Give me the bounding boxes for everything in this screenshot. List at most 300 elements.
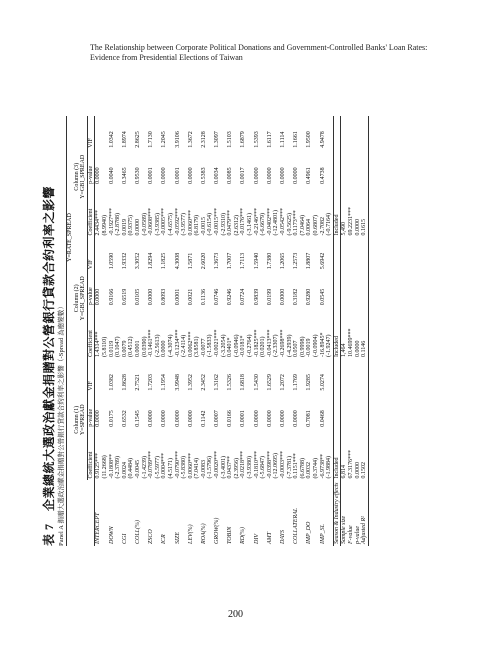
p-value-cell: 0.0166 bbox=[227, 410, 234, 427]
row-label: IMP_SL bbox=[319, 524, 326, 544]
coefficient-cell bbox=[280, 186, 293, 238]
t-statistic: (-3.9380) bbox=[247, 456, 254, 479]
t-statistic: (-1.5796) bbox=[207, 456, 214, 479]
table-row bbox=[254, 116, 267, 546]
coefficient: -0.1810*** bbox=[253, 451, 260, 479]
table-row bbox=[175, 116, 188, 546]
p-value-cell: 0.9530 bbox=[134, 167, 141, 184]
vif-cell: 1.9500 bbox=[306, 131, 313, 148]
footer-row-sample-size bbox=[341, 116, 348, 546]
vif-cell: 1.6879 bbox=[240, 131, 247, 148]
coefficient-cell bbox=[122, 186, 135, 238]
coefficient: -0.0021*** bbox=[214, 329, 221, 358]
coefficient-cell bbox=[201, 186, 214, 238]
coefficient: -0.0003*** bbox=[280, 451, 286, 479]
p-value-cell: 0.0000 bbox=[148, 410, 155, 427]
p-value-cell: 0.0746 bbox=[214, 288, 221, 306]
t-statistic: (-3.4001) bbox=[220, 456, 227, 479]
coefficient: 1.4314*** bbox=[95, 331, 102, 358]
subheader-cell: VIF bbox=[87, 359, 95, 393]
coefficient-cell bbox=[214, 186, 227, 238]
vif-cell: 1.3673 bbox=[214, 252, 221, 270]
coefficient-cell bbox=[254, 307, 267, 359]
vif-cell: 5.0274 bbox=[319, 374, 326, 391]
coefficient-cell bbox=[227, 186, 240, 238]
t-statistic: (-5.6847) bbox=[260, 456, 267, 479]
coefficient: -0.0398*** bbox=[266, 451, 273, 479]
t-statistic: (-0.2764) bbox=[247, 334, 254, 358]
coefficient-cell bbox=[306, 186, 319, 238]
coefficient: 0.0507 bbox=[293, 340, 300, 358]
coefficient-cell bbox=[306, 429, 319, 481]
footer-label: F-value bbox=[347, 525, 354, 544]
coefficient-cell bbox=[95, 429, 109, 481]
vif-cell: 1.3162 bbox=[214, 374, 221, 391]
coefficient: 0.0024 bbox=[121, 462, 128, 479]
table-row bbox=[280, 116, 293, 546]
footer-label: p-value bbox=[354, 526, 361, 544]
table-row bbox=[161, 116, 174, 546]
t-statistic: (0.0390) bbox=[141, 336, 148, 358]
row-label: TOBIN bbox=[227, 526, 234, 544]
vif-cell: 1.3672 bbox=[187, 131, 194, 148]
t-statistic: (-0.0904) bbox=[312, 334, 319, 358]
t-statistic: (-7.3781) bbox=[286, 456, 293, 479]
vif-cell: 1.2072 bbox=[280, 374, 286, 391]
vif-cell: 1.7130 bbox=[148, 131, 155, 148]
t-statistic: (-4.3074) bbox=[167, 334, 174, 358]
row-label: ICR bbox=[161, 534, 168, 544]
t-statistic: (-12.4801) bbox=[273, 210, 280, 236]
vif-cell: 1.5871 bbox=[187, 252, 194, 270]
vif-cell: 1.8974 bbox=[121, 131, 128, 148]
coefficient-cell bbox=[95, 186, 109, 238]
t-statistic: (6.6788) bbox=[299, 458, 306, 479]
coefficient-cell bbox=[135, 186, 148, 238]
regression-table bbox=[66, 116, 369, 546]
footer-value: Included bbox=[333, 116, 341, 238]
vif-cell: 1.2573 bbox=[293, 252, 300, 270]
row-label: ROA(%) bbox=[200, 523, 207, 544]
p-value-cell: 0.0000 bbox=[280, 288, 286, 306]
coefficient: 2.4434*** bbox=[95, 210, 102, 236]
t-statistic: (-6.6679) bbox=[260, 213, 267, 236]
t-statistic: (-3.9577) bbox=[181, 213, 188, 236]
p-value-cell: 0.0040 bbox=[108, 167, 115, 184]
vif-cell: 1.8628 bbox=[121, 374, 128, 391]
footer-value: 5,490 bbox=[341, 116, 348, 238]
coefficient-cell bbox=[109, 429, 122, 481]
vif-cell: 1.1114 bbox=[280, 131, 286, 148]
p-value-cell: 0.0000 bbox=[253, 167, 260, 184]
p-value-cell: 0.3465 bbox=[121, 167, 128, 184]
t-statistic: (8.9940) bbox=[101, 215, 108, 236]
t-statistic: (-2.9310) bbox=[220, 213, 227, 236]
coefficient-cell bbox=[188, 307, 201, 359]
vif-cell: 1.5940 bbox=[253, 252, 260, 270]
coefficient-cell bbox=[227, 429, 240, 481]
dependent-variable: Y=GBI_SPREAD bbox=[80, 238, 87, 359]
vif-cell: 1.7113 bbox=[240, 252, 247, 270]
column-name: Column (3) bbox=[73, 162, 80, 191]
coefficient: 0.0060*** bbox=[187, 210, 194, 236]
table-row bbox=[122, 116, 135, 546]
subheader-cell: Coefficient bbox=[87, 186, 95, 238]
p-value-cell: 0.9246 bbox=[227, 288, 234, 306]
coefficient: -0.0019 bbox=[306, 338, 313, 358]
footer-row-p-value bbox=[355, 116, 362, 546]
p-value-cell: 0.0000 bbox=[293, 410, 300, 427]
coefficient: -0.0077 bbox=[200, 338, 207, 358]
vif-cell: 1.7203 bbox=[148, 374, 155, 391]
coefficient-cell bbox=[320, 307, 334, 359]
coefficient: 0.0004*** bbox=[161, 453, 168, 479]
p-value-cell: 0.3182 bbox=[293, 288, 300, 306]
footer-value: 67.3176*** bbox=[347, 450, 354, 479]
vif-cell: 1.7380 bbox=[266, 252, 273, 270]
vif-cell: 1.6117 bbox=[266, 131, 273, 148]
t-statistic: (-3.2054) bbox=[220, 334, 227, 358]
coefficient: -0.0402*** bbox=[266, 208, 273, 236]
row-label: COLLATERAL bbox=[293, 507, 300, 544]
p-value-cell: 0.0001 bbox=[174, 167, 181, 184]
corner-cell bbox=[80, 481, 87, 547]
subheader-cell: p-value bbox=[87, 150, 95, 186]
coefficient: 0.0401* bbox=[227, 337, 234, 358]
t-statistic: (-9.5625) bbox=[286, 213, 293, 236]
row-label: DAYS bbox=[280, 529, 286, 544]
footer-row-fixed-effects bbox=[333, 116, 341, 546]
footer-value: 0.0000 bbox=[354, 462, 361, 479]
footer-value: 0.1615 bbox=[361, 116, 368, 238]
dependent-variable: Y=GBI_SPREAD bbox=[80, 116, 87, 238]
p-value-cell: 0.0000 bbox=[95, 288, 102, 306]
vif-cell: 1.5430 bbox=[253, 374, 260, 391]
super-header-row bbox=[67, 116, 74, 546]
p-value-cell: 0.1142 bbox=[200, 410, 207, 427]
p-value-cell: 0.0468 bbox=[319, 410, 326, 427]
vif-cell: 1.6818 bbox=[240, 374, 247, 391]
vif-cell bbox=[95, 359, 109, 393]
subheader-cell: VIF bbox=[87, 116, 95, 150]
footer-row-adj-r2 bbox=[361, 116, 368, 546]
table-row bbox=[214, 116, 227, 546]
footer-value: 69.2231*** bbox=[347, 207, 354, 236]
p-value-cell: 0.0175 bbox=[108, 410, 115, 427]
coefficient-cell bbox=[254, 429, 267, 481]
table-row bbox=[148, 116, 161, 546]
table-panel-label: Panel A 捐贈大選政治獻金捐贈對公營銀行貸款合約利率之影響（-Spread 為應變數） bbox=[58, 302, 65, 546]
vif-cell: 1.7007 bbox=[227, 252, 234, 270]
coefficient-cell bbox=[135, 307, 148, 359]
row-label: CGI bbox=[121, 533, 128, 544]
subheader-cell: p-value bbox=[87, 271, 95, 307]
footer-value: 0.1502 bbox=[361, 359, 368, 480]
coefficient-cell bbox=[214, 429, 227, 481]
footer-label: Adjusted R² bbox=[361, 481, 368, 547]
coefficient-cell bbox=[320, 186, 334, 238]
coefficient-cell bbox=[148, 186, 161, 238]
footer-label: Sample size bbox=[341, 481, 348, 547]
t-statistic: (-3.9385) bbox=[154, 213, 161, 236]
coefficient: -0.0015*** bbox=[214, 208, 221, 236]
p-value-cell: 0.9839 bbox=[253, 288, 260, 306]
row-label: LEV(%) bbox=[187, 524, 194, 544]
vif-cell: 1.0382 bbox=[108, 374, 115, 391]
vif-cell: 4.9478 bbox=[319, 131, 326, 148]
vif-cell: 1.0342 bbox=[108, 131, 115, 148]
super-header: Y=RATE_SPREAD bbox=[67, 116, 74, 359]
table-row bbox=[306, 116, 319, 546]
coefficient: 0.1151*** bbox=[293, 453, 300, 479]
corner-cell bbox=[74, 481, 81, 547]
coefficient: -6.9738** bbox=[319, 454, 326, 479]
p-value-cell: 0.0000 bbox=[293, 167, 300, 184]
p-value-cell: 0.0000 bbox=[161, 410, 168, 427]
coefficient-cell bbox=[306, 307, 319, 359]
t-statistic: (2.6312) bbox=[233, 215, 240, 236]
t-statistic: (-2.3307) bbox=[273, 334, 280, 358]
header-line-1: The Relationship between Corporate Political Donations and Government-Controlled Banks' Loan Rates: bbox=[90, 43, 428, 52]
coefficient: 0.0032 bbox=[306, 462, 313, 479]
coefficient: 0.0079 bbox=[121, 340, 128, 358]
row-label: IMP_DO bbox=[306, 521, 313, 544]
coefficient: -0.0218*** bbox=[240, 451, 247, 479]
row-label: ZSCO bbox=[148, 529, 155, 544]
vif-cell: 1.0590 bbox=[108, 252, 115, 270]
p-value-cell: 0.0105 bbox=[134, 288, 141, 306]
vif-cell: 3.3052 bbox=[134, 252, 141, 270]
p-value-cell: 0.0034 bbox=[214, 167, 221, 184]
t-statistic: (0.4512) bbox=[128, 336, 135, 358]
vif-cell: 2.3128 bbox=[200, 131, 207, 148]
t-statistic: (0.0201) bbox=[260, 336, 267, 358]
row-label: INTERCEPT bbox=[95, 512, 102, 544]
vif-cell: 1.1769 bbox=[293, 374, 300, 391]
running-header bbox=[90, 43, 460, 62]
coefficient: -0.1461*** bbox=[148, 329, 155, 358]
footer-value: Included bbox=[333, 359, 341, 480]
page-number: 200 bbox=[228, 609, 243, 620]
column-name-row bbox=[74, 116, 81, 546]
vif-cell: 1.9332 bbox=[121, 252, 128, 270]
p-value-cell: 0.5383 bbox=[200, 167, 207, 184]
footer-value: Included bbox=[333, 238, 341, 359]
coefficient-cell bbox=[161, 307, 174, 359]
p-value-cell: 0.0000 bbox=[174, 410, 181, 427]
coefficient: -0.2146*** bbox=[253, 208, 260, 236]
t-statistic: (6.8179) bbox=[194, 215, 201, 236]
p-value-cell: 0.0001 bbox=[148, 167, 155, 184]
coefficient-cell bbox=[320, 429, 334, 481]
p-value-cell: 0.6519 bbox=[121, 288, 128, 306]
row-label: COLL(%) bbox=[134, 519, 141, 544]
coefficient: -0.0542*** bbox=[280, 208, 286, 236]
p-value-cell: 0.9280 bbox=[306, 288, 313, 306]
footer-value: 1,464 bbox=[341, 238, 348, 359]
p-value-cell: 0.0000 bbox=[280, 167, 286, 184]
subheader-cell: p-value bbox=[87, 393, 95, 429]
t-statistic: (-1.9247) bbox=[326, 334, 333, 358]
coefficient: -2.7082 bbox=[319, 217, 326, 236]
p-value-cell: 0.0199 bbox=[266, 288, 273, 306]
t-statistic: (-2.5613) bbox=[154, 334, 161, 358]
dependent-variable: Y=SPREAD bbox=[80, 359, 87, 480]
t-statistic: (-3.1461) bbox=[247, 213, 254, 236]
subheader-cell: VIF bbox=[87, 238, 95, 272]
coefficient-cell bbox=[267, 186, 280, 238]
coefficient: -0.0015 bbox=[200, 217, 207, 236]
p-value-cell: 0.0000 bbox=[148, 288, 155, 306]
p-value-cell: 0.0017 bbox=[240, 167, 247, 184]
t-statistic: (-0.0946) bbox=[233, 334, 240, 358]
p-value-cell: 0.0000 bbox=[266, 410, 273, 427]
p-value-cell: 0.0001 bbox=[174, 288, 181, 306]
p-value-cell: 0.0000 bbox=[95, 167, 102, 184]
coefficient: 0.0019 bbox=[121, 219, 128, 236]
subheader-cell: Coefficient bbox=[87, 307, 95, 359]
vif-cell: 2.6020 bbox=[200, 252, 207, 270]
coefficient: 0.0119 bbox=[108, 340, 115, 358]
p-value-cell: 0.0000 bbox=[161, 167, 168, 184]
p-value-cell: 0.0000 bbox=[187, 167, 194, 184]
coefficient-cell bbox=[240, 429, 253, 481]
t-statistic: (-2.8788) bbox=[115, 213, 122, 236]
p-value-cell: 0.9166 bbox=[108, 288, 115, 306]
t-statistic: (3.8581) bbox=[194, 336, 201, 358]
vif-cell: 1.8294 bbox=[148, 252, 155, 270]
p-value-cell: 0.4738 bbox=[319, 167, 326, 184]
vif-cell: 4.3008 bbox=[174, 252, 181, 270]
coefficient: -0.1825*** bbox=[253, 329, 260, 358]
coefficient: -0.0789*** bbox=[148, 451, 155, 479]
t-statistic: (-12.0695) bbox=[273, 453, 280, 479]
row-label: RD(%) bbox=[240, 527, 247, 544]
coefficient-cell bbox=[95, 307, 109, 359]
coefficient: -16.8945* bbox=[319, 332, 326, 358]
table-row bbox=[227, 116, 240, 546]
vif-cell: 1.9285 bbox=[306, 374, 313, 391]
p-value-cell: 0.0000 bbox=[280, 410, 286, 427]
column-name: Column (1) bbox=[73, 405, 80, 434]
coefficient-cell bbox=[293, 307, 306, 359]
t-statistic: (-5.8380) bbox=[181, 456, 188, 479]
coefficient-cell bbox=[214, 307, 227, 359]
footer-label: Season & Industry effects bbox=[333, 482, 340, 544]
coefficient-cell bbox=[122, 429, 135, 481]
corner-cell bbox=[87, 481, 95, 547]
p-value-cell: 0.0007 bbox=[214, 410, 221, 427]
table-row bbox=[201, 116, 214, 546]
vif-cell: 1.8807 bbox=[306, 252, 313, 270]
vif-cell: 1.1825 bbox=[161, 252, 168, 270]
t-statistic: (0.6807) bbox=[312, 215, 319, 236]
t-statistic: (-4.2939) bbox=[286, 334, 293, 358]
coefficient-cell bbox=[148, 307, 161, 359]
t-statistic: (4.5171) bbox=[167, 458, 174, 479]
coefficient-cell bbox=[280, 429, 293, 481]
coefficient-cell bbox=[188, 186, 201, 238]
vif-cell: 1.5103 bbox=[227, 131, 234, 148]
coefficient: 0.9125*** bbox=[95, 453, 102, 479]
spacer-cell bbox=[67, 359, 74, 480]
coefficient: -0.2698*** bbox=[280, 329, 286, 358]
coefficient-cell bbox=[175, 307, 188, 359]
coefficient: -0.1234*** bbox=[174, 329, 181, 358]
t-statistic: (-5.5977) bbox=[154, 456, 161, 479]
coefficient-cell bbox=[175, 429, 188, 481]
coefficient: -0.0413*** bbox=[266, 329, 273, 358]
row-label: DOWN bbox=[108, 526, 115, 544]
coefficient-cell bbox=[135, 429, 148, 481]
footer-value: 10.4699*** bbox=[347, 328, 354, 358]
vif-cell: 1.2045 bbox=[161, 131, 168, 148]
table-row bbox=[188, 116, 201, 546]
rotated-table-region bbox=[40, 100, 450, 590]
coefficient: -0.0176*** bbox=[240, 208, 247, 236]
p-value-cell: 0.1136 bbox=[200, 289, 207, 306]
corner-cell bbox=[67, 481, 74, 547]
coefficient-cell bbox=[201, 307, 214, 359]
vif-cell: 2.7521 bbox=[134, 374, 141, 391]
table-row bbox=[240, 116, 253, 546]
coefficient: 0.0437** bbox=[227, 456, 234, 479]
t-statistic: (2.3956) bbox=[233, 458, 240, 479]
table-row bbox=[267, 116, 280, 546]
vif-cell bbox=[95, 116, 109, 150]
p-value-cell: 0.6532 bbox=[121, 410, 128, 427]
vif-cell: 2.8625 bbox=[134, 131, 141, 148]
coefficient-cell bbox=[201, 429, 214, 481]
footer-value: 0.0000 bbox=[354, 219, 361, 236]
coefficient: 0.0000 bbox=[161, 340, 168, 358]
coefficient-cell bbox=[175, 186, 188, 238]
p-value-cell: 0.0724 bbox=[240, 288, 247, 306]
coefficient-cell bbox=[267, 429, 280, 481]
t-statistic: (0.9375) bbox=[128, 215, 135, 236]
row-label: GROW(%) bbox=[214, 517, 221, 544]
row-label: DIV bbox=[253, 534, 260, 544]
t-statistic: (-2.3789) bbox=[115, 456, 122, 479]
coefficient: 0.0062*** bbox=[187, 331, 194, 358]
vif-cell: 1.5393 bbox=[253, 131, 260, 148]
coefficient: -0.1808** bbox=[108, 454, 115, 479]
t-statistic: (-0.0589) bbox=[141, 213, 148, 236]
vif-cell: 1.6529 bbox=[266, 374, 273, 391]
p-value-cell: 0.0000 bbox=[266, 167, 273, 184]
table-row bbox=[320, 116, 334, 546]
coefficient-cell bbox=[240, 307, 253, 359]
coefficient: -0.0592*** bbox=[174, 208, 181, 236]
coefficient: 0.0060*** bbox=[187, 453, 194, 479]
coefficient-cell bbox=[161, 429, 174, 481]
coefficient-cell bbox=[240, 186, 253, 238]
t-statistic: (7.0414) bbox=[194, 458, 201, 479]
t-statistic: (0.4484) bbox=[128, 458, 135, 479]
p-value-cell: 0.0000 bbox=[253, 410, 260, 427]
coefficient-cell bbox=[188, 429, 201, 481]
coefficient: -0.0181* bbox=[240, 335, 247, 358]
t-statistic: (-1.9884) bbox=[326, 456, 333, 479]
coefficient-cell bbox=[254, 186, 267, 238]
table-row bbox=[293, 116, 306, 546]
p-value-cell: 0.0000 bbox=[187, 410, 194, 427]
p-value-cell: 0.0545 bbox=[319, 288, 326, 306]
coefficient-cell bbox=[109, 307, 122, 359]
t-statistic: (-1.5833) bbox=[207, 334, 214, 358]
dependent-variable-row bbox=[80, 116, 87, 546]
t-statistic: (5.8110) bbox=[101, 336, 108, 358]
